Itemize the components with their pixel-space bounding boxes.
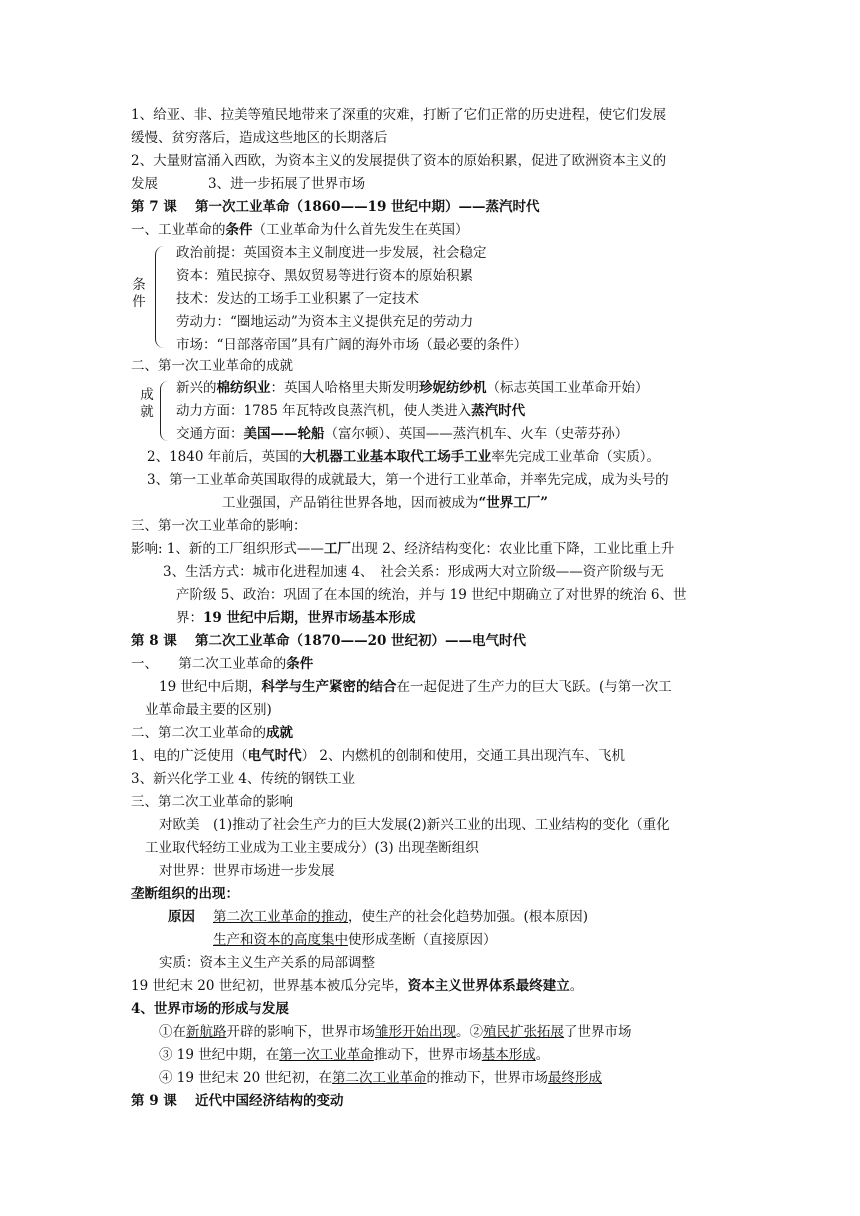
- market-underlined: 雏形开始出现: [375, 1024, 456, 1040]
- lesson7-point-3: 3、第一工业革命英国取得的成就最大，第一个进行工业革命，并率先完成，成为头号的: [147, 472, 669, 488]
- achievement-text: （标志英国工业革命开始）: [486, 380, 649, 396]
- lesson8-condition-line-1: [159, 676, 672, 698]
- lesson7-point-2: [147, 446, 660, 468]
- market-text: 。: [535, 1047, 550, 1063]
- heading-keyword: 成就: [266, 725, 293, 741]
- market-heading: 4、世界市场的形成与发展: [131, 1001, 289, 1017]
- intro-text: 发展: [131, 176, 158, 192]
- market-underlined: 新航路: [186, 1024, 227, 1040]
- market-text: 。②: [456, 1024, 483, 1040]
- impact-text: 出现 2、经济结构变化：农业比重下降，工业比重上升: [350, 541, 675, 557]
- achievement-keyword: 蒸汽时代: [471, 403, 526, 419]
- condition-item: 政治前提：英国资本主义制度进一步发展，社会稳定: [176, 245, 487, 261]
- conditions-label-char: 件: [132, 294, 146, 310]
- achievement-keyword: 珍妮纺纱机: [419, 380, 487, 396]
- conditions-label: [131, 277, 147, 311]
- lesson7-section3-heading: 三、第一次工业革命的影响：: [131, 518, 307, 534]
- system-text: 。: [569, 978, 584, 994]
- point-text: 率先完成工业革命（实质）。: [491, 449, 660, 465]
- market-text: 了世界市场: [564, 1024, 632, 1040]
- lesson8-achievement-line-1: [131, 745, 625, 767]
- point-keyword: “世界工厂”: [478, 495, 549, 511]
- essence-line: 实质：资本主义生产关系的局部调整: [159, 955, 375, 971]
- intro-line-3: 2、大量财富涌入西欧，为资本主义的发展提供了资本的原始积累，促进了欧洲资本主义的: [131, 153, 667, 169]
- achievement-text: 交通方面：: [176, 426, 244, 442]
- impact-line-2: 3、生活方式：城市化进程加速 4、 社会关系：形成两大对立阶级——资产阶级与无: [163, 564, 664, 580]
- world-system-line: [131, 975, 583, 997]
- cause-text: ，使生产的社会化趋势加强。(根本原因): [348, 909, 589, 925]
- market-underlined: 最终形成: [548, 1070, 603, 1086]
- achievement-keyword: 美国——轮船: [243, 426, 325, 442]
- market-text: ③ 19 世纪中期，在: [159, 1047, 280, 1063]
- conditions-label-char: 条: [132, 277, 146, 293]
- cause-underlined: 第二次工业革命的推动: [213, 909, 348, 925]
- impact-text: 影响: 1、新的工厂组织形式——: [131, 541, 324, 557]
- heading-text: 二、第二次工业革命的: [131, 725, 266, 741]
- lesson8-effect-line-2: 工业取代轻纺工业成为工业主要成分）(3) 出现垄断组织: [145, 840, 479, 856]
- achievement-keyword: 棉纺织业: [216, 380, 271, 396]
- achievement-item: [176, 400, 525, 422]
- market-text: ④ 19 世纪末 20 世纪初，在: [159, 1070, 333, 1086]
- lesson8-section3-heading: 三、第二次工业革命的影响: [131, 794, 293, 810]
- cause-line-1: [213, 906, 588, 928]
- monopoly-heading: 垄断组织的出现：: [131, 886, 239, 902]
- market-line-2: [159, 1044, 549, 1066]
- impact-keyword: 工厂: [323, 541, 351, 557]
- lesson8-section1-heading: [131, 653, 313, 675]
- impact-keyword: 19 世纪中后期，世界市场基本形成: [203, 610, 416, 626]
- cause-line-2: [213, 929, 497, 951]
- market-text: 的推动下，世界市场: [426, 1070, 549, 1086]
- impact-line-1: [131, 538, 674, 560]
- impact-line-3: 产阶级 5、政治：巩固了在本国的统治，并与 19 世纪中期确立了对世界的统治 6、世: [176, 587, 687, 603]
- point-text: 2、1840 年前后，英国的: [147, 449, 303, 465]
- condition-item: 资本：殖民掠夺、黑奴贸易等进行资本的原始积累: [176, 268, 473, 284]
- cause-underlined: 生产和资本的高度集中: [213, 932, 348, 948]
- achievements-label-char: 就: [140, 404, 154, 420]
- achievement-text: 新兴的: [176, 380, 217, 396]
- heading-keyword: 条件: [225, 222, 253, 238]
- achievement-item: [176, 423, 628, 445]
- market-underlined: 殖民扩张拓展: [483, 1024, 564, 1040]
- condition-text: 19 世纪中后期，: [159, 679, 262, 695]
- condition-item: 技术：发达的工场手工业积累了一定技术: [176, 291, 419, 307]
- lesson8-condition-line-2: 业革命最主要的区别): [145, 702, 272, 718]
- market-underlined: 第一次工业革命: [279, 1047, 374, 1063]
- intro-line-4: [131, 173, 365, 195]
- condition-item: 市场：“日部落帝国”具有广阔的海外市场（最必要的条件）: [176, 337, 528, 353]
- achievement-text: 动力方面：1785 年瓦特改良蒸汽机，使人类进入: [176, 403, 472, 419]
- market-line-1: [159, 1021, 632, 1043]
- market-underlined: 基本形成: [481, 1047, 536, 1063]
- achievements-bracket: [160, 381, 169, 441]
- point-text: 工业强国，产品销往世界各地，因而被成为: [222, 495, 479, 511]
- achievement-text: ：英国人哈格里夫斯发明: [270, 380, 419, 396]
- market-text: ①在: [159, 1024, 186, 1040]
- lesson7-point-3-cont: [222, 492, 548, 514]
- condition-item: 劳动力：“圈地运动”为资本主义提供充足的劳动力: [176, 314, 474, 330]
- impact-line-4: [176, 607, 416, 629]
- impact-text: 界：: [176, 610, 203, 626]
- lesson9-title: 第 9 课 近代中国经济结构的变动: [131, 1093, 344, 1109]
- lesson7-title: 第 7 课 第一次工业革命（1860——19 世纪中期）——蒸汽时代: [131, 199, 540, 215]
- lesson8-achievement-line-2: 3、新兴化学工业 4、传统的钢铁工业: [131, 771, 355, 787]
- achievement-text: 1、电的广泛使用（: [131, 748, 248, 764]
- system-text: 19 世纪末 20 世纪初，世界基本被瓜分完毕，: [131, 978, 408, 994]
- achievements-label-char: 成: [140, 387, 154, 403]
- achievement-text: （富尔顿）、英国——蒸汽机车、火车（史蒂芬孙）: [324, 426, 629, 442]
- market-text: 推动下，世界市场: [373, 1047, 482, 1063]
- heading-text: 一、 第二次工业革命的: [131, 656, 287, 672]
- achievement-text: ） 2、内燃机的创制和使用，交通工具出现汽车、飞机: [301, 748, 625, 764]
- conditions-bracket: [155, 246, 164, 348]
- market-line-3: [159, 1067, 602, 1089]
- cause-text: 使形成垄断（直接原因）: [348, 932, 497, 948]
- intro-line-1: 1、给亚、非、拉美等殖民地带来了深重的灾难，打断了它们正常的历史进程，使它们发展: [131, 107, 667, 123]
- heading-text: 一、工业革命的: [131, 222, 226, 238]
- market-text: 开辟的影响下，世界市场: [226, 1024, 375, 1040]
- condition-keyword: 科学与生产紧密的结合: [261, 679, 397, 695]
- lesson8-effect-line-1: 对欧美 (1)推动了社会生产力的巨大发展(2)新兴工业的出现、工业结构的变化（重化: [159, 817, 670, 833]
- lesson8-title: 第 8 课 第二次工业革命（1870——20 世纪初）——电气时代: [131, 633, 527, 649]
- heading-keyword: 条件: [286, 656, 314, 672]
- achievements-label: [139, 387, 155, 421]
- cause-label: 原因: [168, 909, 195, 925]
- lesson7-section2-heading: 二、第一次工业革命的成就: [131, 358, 293, 374]
- intro-line-2: 缓慢、贫穷落后，造成这些地区的长期落后: [131, 130, 388, 146]
- intro-text: 3、进一步拓展了世界市场: [208, 176, 366, 192]
- lesson7-section1-heading: [131, 219, 469, 241]
- point-keyword: 大机器工业基本取代工场手工业: [302, 449, 492, 465]
- market-underlined: 第二次工业革命: [332, 1070, 427, 1086]
- achievement-item: [176, 377, 649, 399]
- achievement-keyword: 电气时代: [247, 748, 302, 764]
- heading-text: （工业革命为什么首先发生在英国）: [252, 222, 469, 238]
- system-keyword: 资本主义世界体系最终建立: [407, 978, 570, 994]
- condition-text: 在一起促进了生产力的巨大飞跃。(与第一次工: [396, 679, 672, 695]
- lesson8-section2-heading: [131, 722, 293, 744]
- lesson8-effect-line-3: 对世界：世界市场进一步发展: [159, 863, 335, 879]
